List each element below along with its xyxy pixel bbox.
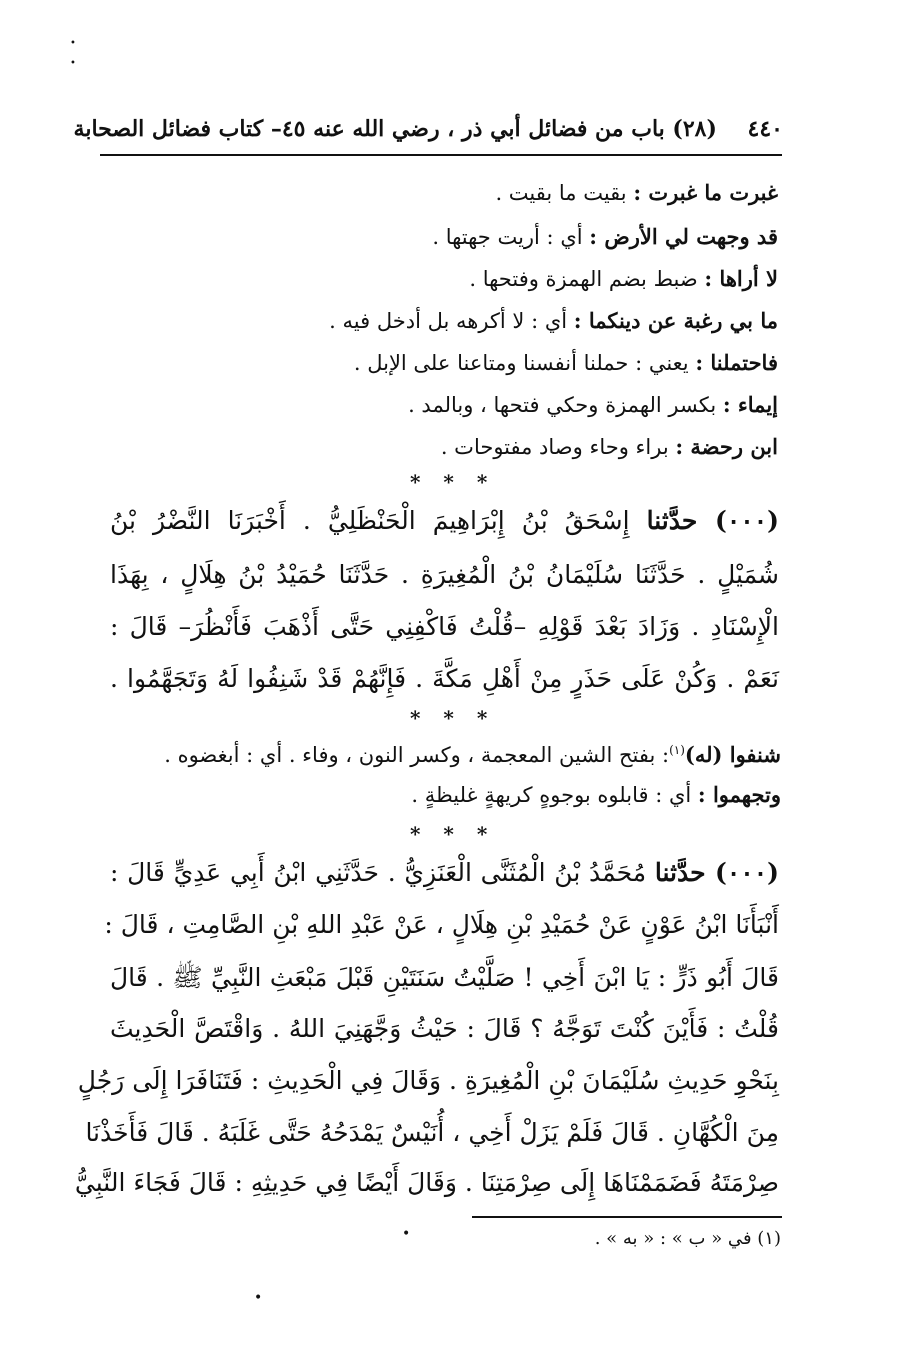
glossary-line: قد وجهت لي الأرض : أي : أريت جهتها . bbox=[432, 224, 778, 249]
page-number: ٤٤٠ bbox=[747, 116, 783, 142]
footnote: (١) في « ب » : « به » . bbox=[594, 1228, 781, 1249]
hadith-line: (٠٠٠) حدَّثنا إِسْحَقُ بْنُ إِبْرَاهِيمَ الْحَنْظَلِيُّ . أَخْبَرَنَا النَّضْرُ بْنُ bbox=[110, 506, 779, 535]
scan-speck: • bbox=[70, 38, 76, 49]
footnote-marker: (١) bbox=[669, 743, 685, 757]
glossary-line: لا أراها : ضبط بضم الهمزة وفتحها . bbox=[469, 266, 778, 291]
hadith-line: شُمَيْلٍ . حَدَّثَنَا سُلَيْمَانُ بْنُ الْمُغِيرَةِ . حَدَّثَنَا حُمَيْدُ بْنُ هِلَالٍ ، بِهَذَا bbox=[110, 560, 779, 589]
glossary-line: إيماء : بكسر الهمزة وحكي فتحها ، وبالمد . bbox=[408, 392, 778, 417]
hadith-line: أَنْبَأَنَا ابْنُ عَوْنٍ عَنْ حُمَيْدِ بْنِ هِلَالٍ ، عَنْ عَبْدِ اللهِ بْنِ الصَّامِتِ ، قَالَ : bbox=[104, 910, 779, 939]
glossary-line: فاحتملنا : يعني : حملنا أنفسنا ومتاعنا على الإبل . bbox=[353, 350, 778, 375]
scan-speck: • bbox=[402, 1226, 411, 1242]
glossary-line: غبرت ما غبرت : بقيت ما بقيت . bbox=[495, 180, 778, 205]
section-separator: * * * bbox=[410, 822, 496, 846]
section-separator: * * * bbox=[410, 706, 496, 730]
section-separator: * * * bbox=[410, 470, 496, 494]
hadith-line: قَالَ أَبُو ذَرٍّ : يَا ابْنَ أَخِي ! صَلَّيْتُ سَنَتَيْنِ قَبْلَ مَبْعَثِ النَّبِيِّ ﷺ . قَالَ bbox=[110, 963, 779, 992]
hadith-line: (٠٠٠) حدَّثنا مُحَمَّدُ بْنُ الْمُثَنَّى الْعَنَزِيُّ . حَدَّثَنِي ابْنُ أَبِي عَدِيٍّ قَالَ : bbox=[110, 858, 780, 887]
header-title: (٢٨) باب من فضائل أبي ذر ، رضي الله عنه ٤٥– كتاب فضائل الصحابة bbox=[73, 116, 717, 142]
hadith-line: نَعَمْ . وَكُنْ عَلَى حَذَرٍ مِنْ أَهْلِ مَكَّةَ . فَإِنَّهُمْ قَدْ شَنِفُوا لَهُ وَتَجَهَّمُوا . bbox=[110, 664, 779, 693]
footnote-rule bbox=[472, 1216, 782, 1218]
scan-speck: • bbox=[254, 1290, 263, 1306]
running-header bbox=[74, 116, 783, 142]
scan-speck: • bbox=[70, 58, 76, 69]
glossary-line: وتجهموا : أي : قابلوه بوجوهٍ كريهةٍ غليظةٍ . bbox=[411, 782, 781, 807]
header-rule bbox=[100, 154, 782, 156]
glossary-line: ما بي رغبة عن دينكما : أي : لا أكرهه بل أدخل فيه . bbox=[329, 308, 778, 333]
hadith-line: صِرْمَتَهُ فَضَمَمْنَاهَا إِلَى صِرْمَتِنَا . وَقَالَ أَيْضًا فِي حَدِيثِهِ : قَالَ فَجَاءَ النَّبِيُّ bbox=[74, 1168, 779, 1197]
glossary-line: ابن رحضة : براء وحاء وصاد مفتوحات . bbox=[440, 434, 778, 459]
hadith-line: قُلْتُ : فَأَيْنَ كُنْتَ تَوَجَّهُ ؟ قَالَ : حَيْثُ وَجَّهَنِيَ اللهُ . وَاقْتَصَّ الْحَدِيثَ bbox=[110, 1014, 779, 1043]
hadith-line: بِنَحْوِ حَدِيثِ سُلَيْمَانَ بْنِ الْمُغِيرَةِ . وَقَالَ فِي الْحَدِيثِ : فَتَنَافَرَا إِلَى رَجُلٍ bbox=[77, 1066, 779, 1095]
glossary-line: شنفوا (له)$^{(١)}$: بفتح الشين المعجمة ، وكسر النون ، وفاء . أي : أبغضوه . bbox=[164, 742, 781, 767]
hadith-line: الْإِسْنَادِ . وَزَادَ بَعْدَ قَوْلِهِ –قُلْتُ فَاكْفِنِي حَتَّى أَذْهَبَ فَأَنْظُرَ– قَالَ : bbox=[110, 612, 779, 641]
hadith-line: مِنَ الْكُهَّانِ . قَالَ فَلَمْ يَزَلْ أَخِي ، أُنَيْسٌ يَمْدَحُهُ حَتَّى غَلَبَهُ . قَالَ فَأَخَذْنَا bbox=[85, 1118, 779, 1147]
